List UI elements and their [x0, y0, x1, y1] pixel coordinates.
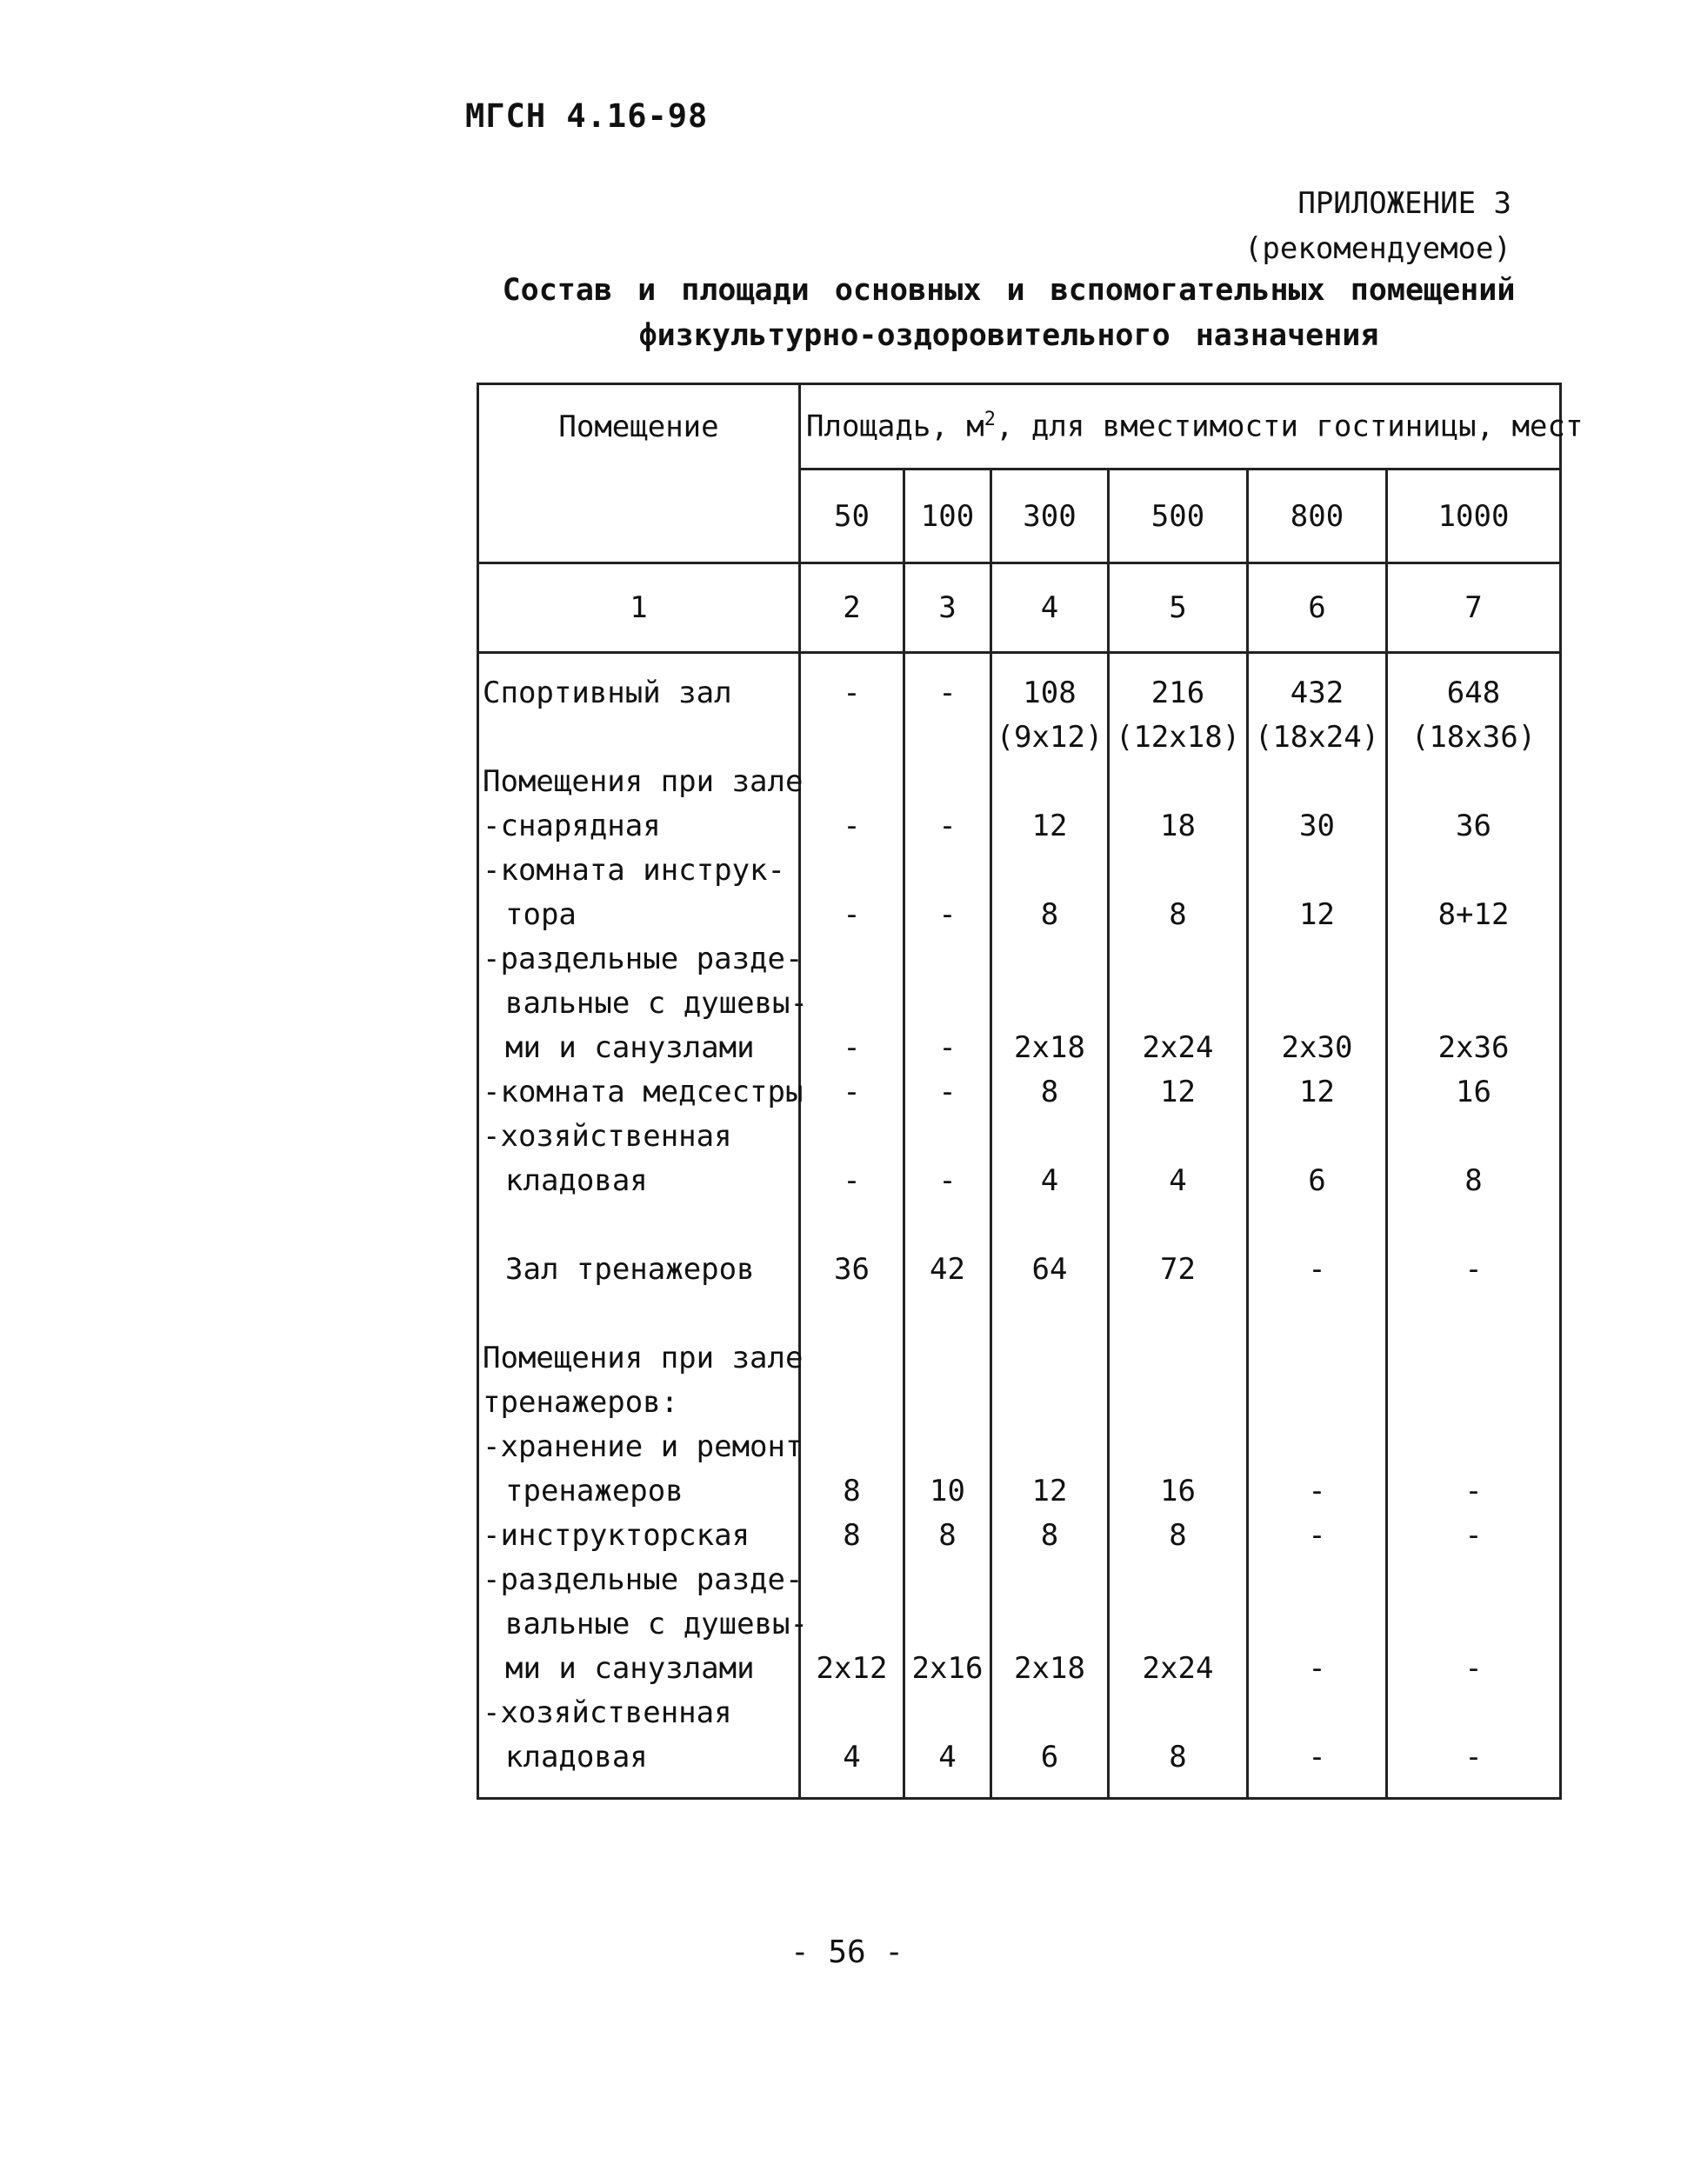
area-value-cell: 8	[1387, 1159, 1561, 1203]
area-value-cell	[1387, 1691, 1561, 1735]
area-value-cell	[904, 1292, 991, 1336]
area-value-cell: 12	[991, 1469, 1109, 1514]
area-value-cell: -	[1387, 1469, 1561, 1514]
appendix-label: ПРИЛОЖЕНИЕ 3	[1297, 186, 1511, 221]
area-value-cell	[1248, 937, 1387, 982]
table-row	[478, 1248, 1561, 1292]
area-value-cell	[1109, 1203, 1248, 1248]
area-value-cell: 216	[1109, 671, 1248, 716]
capacity-header: 50	[800, 469, 904, 563]
capacity-header: 500	[1109, 469, 1248, 563]
area-value-cell: 36	[1387, 804, 1561, 849]
room-name-cell	[478, 1292, 800, 1336]
area-value-cell	[904, 1115, 991, 1159]
area-value-cell	[800, 1691, 904, 1735]
appendix-block	[1244, 181, 1511, 271]
area-value-cell	[1387, 1425, 1561, 1469]
area-value-cell	[904, 937, 991, 982]
area-value-cell: -	[904, 893, 991, 937]
area-value-cell: 72	[1109, 1248, 1248, 1292]
area-value-cell	[1387, 1602, 1561, 1647]
area-value-cell: 648	[1387, 671, 1561, 716]
area-value-cell	[1248, 760, 1387, 804]
area-value-cell: 432	[1248, 671, 1387, 716]
table-row	[478, 1336, 1561, 1381]
table-row	[478, 1691, 1561, 1735]
title-line-1: Состав и площади основных и вспомогательных помещений	[502, 273, 1516, 308]
title-line-2: физкультурно-оздоровительного назначения	[638, 318, 1379, 353]
area-value-cell	[991, 1425, 1109, 1469]
area-value-cell	[904, 1203, 991, 1248]
capacity-header: 300	[991, 469, 1109, 563]
rooms-area-table	[477, 383, 1584, 1800]
room-name-cell: -снарядная	[478, 804, 800, 849]
room-name-cell	[478, 1203, 800, 1248]
area-value-cell	[1248, 1602, 1387, 1647]
capacity-header: 800	[1248, 469, 1387, 563]
page-number: - 56 -	[790, 1934, 904, 1970]
area-value-cell	[800, 1115, 904, 1159]
area-value-cell: 8	[800, 1469, 904, 1514]
table-row	[478, 1425, 1561, 1469]
area-value-cell: (12x18)	[1109, 716, 1248, 760]
area-value-cell: 108	[991, 671, 1109, 716]
capacity-header: 1000	[1387, 469, 1561, 563]
area-value-cell	[904, 716, 991, 760]
area-value-cell: -	[1248, 1647, 1387, 1691]
column-number: 1	[478, 563, 800, 653]
area-value-cell: 12	[1248, 893, 1387, 937]
area-value-cell	[904, 849, 991, 893]
area-value-cell: (18x24)	[1248, 716, 1387, 760]
table-row	[478, 1159, 1561, 1203]
area-value-cell	[1109, 1381, 1248, 1425]
area-value-cell: -	[904, 1159, 991, 1203]
area-value-cell	[1109, 760, 1248, 804]
area-value-cell	[991, 982, 1109, 1026]
area-value-cell	[1387, 760, 1561, 804]
area-value-cell: 8	[991, 1070, 1109, 1115]
room-name-cell: тренажеров:	[478, 1381, 800, 1425]
area-value-cell: 64	[991, 1248, 1109, 1292]
table-row	[478, 1735, 1561, 1780]
area-value-cell	[800, 1292, 904, 1336]
area-value-cell: -	[1248, 1248, 1387, 1292]
area-value-cell: 8	[904, 1514, 991, 1558]
capacity-header: 100	[904, 469, 991, 563]
table-row	[478, 1381, 1561, 1425]
area-value-cell	[1109, 1115, 1248, 1159]
area-value-cell: -	[1387, 1735, 1561, 1780]
area-value-cell	[991, 1115, 1109, 1159]
area-value-cell	[991, 937, 1109, 982]
area-value-cell	[1387, 1115, 1561, 1159]
area-value-cell	[1109, 1336, 1248, 1381]
area-value-cell: 4	[904, 1735, 991, 1780]
area-value-cell	[991, 849, 1109, 893]
area-value-cell	[800, 937, 904, 982]
room-column-header: Помещение	[478, 384, 800, 563]
area-value-cell	[991, 1292, 1109, 1336]
area-column-header	[800, 384, 1584, 469]
room-name-cell	[478, 716, 800, 760]
area-value-cell	[1248, 1558, 1387, 1602]
area-value-cell	[1387, 1381, 1561, 1425]
area-value-cell	[991, 760, 1109, 804]
area-value-cell	[904, 1602, 991, 1647]
table-row	[478, 1026, 1561, 1070]
area-value-cell	[1387, 1336, 1561, 1381]
table-row	[478, 849, 1561, 893]
area-value-cell: -	[1387, 1248, 1561, 1292]
appendix-note: (рекомендуемое)	[1244, 231, 1511, 266]
area-value-cell: 16	[1387, 1070, 1561, 1115]
area-value-cell	[1109, 1691, 1248, 1735]
area-value-cell	[1109, 1292, 1248, 1336]
area-value-cell: 8+12	[1387, 893, 1561, 937]
table-title	[487, 268, 1531, 358]
area-value-cell	[904, 1558, 991, 1602]
area-value-cell: -	[800, 1026, 904, 1070]
table-row	[478, 1558, 1561, 1602]
table-row	[478, 1203, 1561, 1248]
area-value-cell: -	[1248, 1735, 1387, 1780]
area-value-cell	[991, 1203, 1109, 1248]
area-value-cell: 16	[1109, 1469, 1248, 1514]
area-value-cell: 36	[800, 1248, 904, 1292]
area-value-cell	[904, 982, 991, 1026]
area-value-cell	[800, 982, 904, 1026]
area-value-cell: -	[800, 1159, 904, 1203]
column-number: 4	[991, 563, 1109, 653]
room-name-cell: -хозяйственная	[478, 1115, 800, 1159]
room-name-cell: кладовая	[478, 1735, 800, 1780]
area-value-cell: 30	[1248, 804, 1387, 849]
area-value-cell: -	[904, 671, 991, 716]
area-value-cell: 8	[1109, 893, 1248, 937]
area-value-cell	[1248, 1691, 1387, 1735]
area-value-cell: -	[1387, 1647, 1561, 1691]
area-value-cell: 12	[1109, 1070, 1248, 1115]
area-value-cell	[1248, 982, 1387, 1026]
area-value-cell	[1109, 1425, 1248, 1469]
area-value-cell: -	[904, 1070, 991, 1115]
area-value-cell	[800, 716, 904, 760]
room-name-cell: Помещения при зале	[478, 760, 800, 804]
room-name-cell: -хранение и ремонт	[478, 1425, 800, 1469]
room-name-cell: кладовая	[478, 1159, 800, 1203]
area-value-cell	[1387, 849, 1561, 893]
area-value-cell: 42	[904, 1248, 991, 1292]
area-value-cell: 2x12	[800, 1647, 904, 1691]
room-name-cell: Помещения при зале	[478, 1336, 800, 1381]
area-value-cell	[1248, 1292, 1387, 1336]
area-value-cell	[800, 1558, 904, 1602]
area-header-text-tail: , для вместимости гостиницы, мест	[995, 409, 1584, 444]
room-name-cell: ми и санузлами	[478, 1647, 800, 1691]
column-number: 2	[800, 563, 904, 653]
room-name-cell: -комната медсестры	[478, 1070, 800, 1115]
area-value-cell: 2x18	[991, 1026, 1109, 1070]
area-value-cell: -	[800, 804, 904, 849]
area-value-cell	[1109, 937, 1248, 982]
area-value-cell: -	[1387, 1514, 1561, 1558]
area-value-cell: -	[800, 671, 904, 716]
area-value-cell: (18x36)	[1387, 716, 1561, 760]
table-spacer-row	[478, 653, 1561, 672]
area-value-cell	[1109, 849, 1248, 893]
area-value-cell: 6	[1248, 1159, 1387, 1203]
area-value-cell: 12	[1248, 1070, 1387, 1115]
room-name-cell: вальные с душевы-	[478, 982, 800, 1026]
area-header-text: Площадь, м	[806, 409, 984, 444]
room-name-cell: Спортивный зал	[478, 671, 800, 716]
area-value-cell	[800, 1381, 904, 1425]
room-name-cell: -инструкторская	[478, 1514, 800, 1558]
area-value-cell: 2x36	[1387, 1026, 1561, 1070]
table-row	[478, 716, 1561, 760]
room-name-cell: ми и санузлами	[478, 1026, 800, 1070]
area-value-cell	[800, 1203, 904, 1248]
area-value-cell	[1248, 1115, 1387, 1159]
room-name-cell: тора	[478, 893, 800, 937]
room-name-cell: -хозяйственная	[478, 1691, 800, 1735]
area-value-cell	[1248, 1203, 1387, 1248]
area-value-cell	[1109, 1558, 1248, 1602]
area-value-cell	[800, 760, 904, 804]
column-number: 3	[904, 563, 991, 653]
area-value-cell	[1248, 1381, 1387, 1425]
area-value-cell	[991, 1558, 1109, 1602]
area-value-cell	[800, 1602, 904, 1647]
area-value-cell	[1248, 1425, 1387, 1469]
column-number-row	[478, 563, 1561, 653]
area-value-cell	[1387, 1558, 1561, 1602]
table-row	[478, 982, 1561, 1026]
column-number: 6	[1248, 563, 1387, 653]
area-value-cell	[991, 1602, 1109, 1647]
area-value-cell: 8	[800, 1514, 904, 1558]
area-value-cell	[1387, 1292, 1561, 1336]
area-value-cell: 8	[991, 893, 1109, 937]
column-number: 5	[1109, 563, 1248, 653]
area-value-cell: 18	[1109, 804, 1248, 849]
area-value-cell	[1387, 982, 1561, 1026]
area-value-cell: 8	[991, 1514, 1109, 1558]
room-name-cell: -раздельные разде-	[478, 1558, 800, 1602]
area-value-cell	[904, 1336, 991, 1381]
area-value-cell: 2x30	[1248, 1026, 1387, 1070]
area-value-cell: 4	[991, 1159, 1109, 1203]
area-value-cell	[991, 1336, 1109, 1381]
area-value-cell	[1248, 849, 1387, 893]
area-value-cell	[991, 1381, 1109, 1425]
area-value-cell	[1248, 1336, 1387, 1381]
document-code: МГСН 4.16-98	[465, 97, 709, 135]
table-spacer-row	[478, 1780, 1561, 1799]
room-name-cell: тренажеров	[478, 1469, 800, 1514]
area-value-cell: 10	[904, 1469, 991, 1514]
area-value-cell: -	[800, 893, 904, 937]
area-value-cell: 2x24	[1109, 1026, 1248, 1070]
table-row	[478, 937, 1561, 982]
area-value-cell: -	[1248, 1514, 1387, 1558]
area-value-cell	[991, 1691, 1109, 1735]
area-value-cell	[1109, 982, 1248, 1026]
area-value-cell	[800, 1425, 904, 1469]
table-row	[478, 1070, 1561, 1115]
area-value-cell: 12	[991, 804, 1109, 849]
area-value-cell: 6	[991, 1735, 1109, 1780]
area-value-cell: 2x24	[1109, 1647, 1248, 1691]
table-row	[478, 1647, 1561, 1691]
room-name-cell: -комната инструк-	[478, 849, 800, 893]
area-value-cell	[904, 1381, 991, 1425]
table-row	[478, 671, 1561, 716]
area-value-cell: -	[904, 804, 991, 849]
area-value-cell: (9x12)	[991, 716, 1109, 760]
area-value-cell: 4	[800, 1735, 904, 1780]
area-value-cell: -	[904, 1026, 991, 1070]
table-row	[478, 804, 1561, 849]
area-value-cell: -	[800, 1070, 904, 1115]
column-number: 7	[1387, 563, 1561, 653]
room-name-cell: вальные с душевы-	[478, 1602, 800, 1647]
table-row	[478, 1292, 1561, 1336]
area-value-cell: -	[1248, 1469, 1387, 1514]
room-name-cell: Зал тренажеров	[478, 1248, 800, 1292]
table-row	[478, 1602, 1561, 1647]
table-row	[478, 1469, 1561, 1514]
area-value-cell	[1387, 1203, 1561, 1248]
table-row	[478, 760, 1561, 804]
table-header-row	[478, 384, 1561, 469]
area-value-cell	[1387, 937, 1561, 982]
area-value-cell	[904, 1425, 991, 1469]
room-name-cell: -раздельные разде-	[478, 937, 800, 982]
area-value-cell: 4	[1109, 1159, 1248, 1203]
area-header-superscript: 2	[984, 409, 996, 431]
area-value-cell: 8	[1109, 1514, 1248, 1558]
area-value-cell	[800, 849, 904, 893]
area-value-cell	[1109, 1602, 1248, 1647]
area-value-cell	[904, 760, 991, 804]
area-value-cell	[800, 1336, 904, 1381]
area-value-cell: 8	[1109, 1735, 1248, 1780]
table-row	[478, 893, 1561, 937]
table-row	[478, 1514, 1561, 1558]
area-value-cell: 2x18	[991, 1647, 1109, 1691]
area-value-cell	[904, 1691, 991, 1735]
table-row	[478, 1115, 1561, 1159]
area-value-cell: 2x16	[904, 1647, 991, 1691]
